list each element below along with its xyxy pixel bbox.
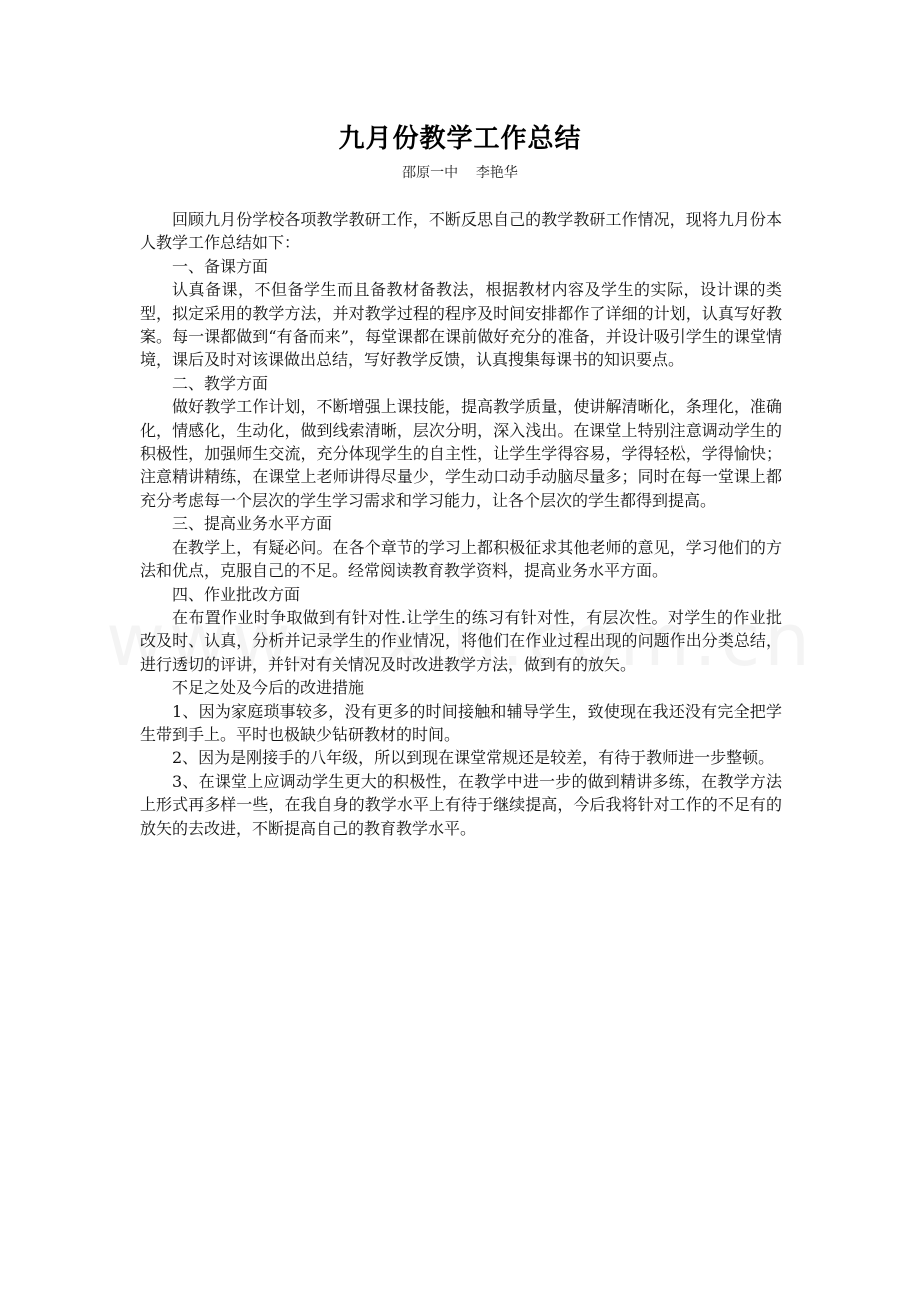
paragraph-homework: 在布置作业时争取做到有针对性.让学生的练习有针对性，有层次性。对学生的作业批改及时、认真，分析并记录学生的作业情况，将他们在作业过程出现的问题作出分类总结，进行透切的评讲，并针对有关情况及时改进教学方法，做到有的放矢。 — [140, 607, 782, 674]
section-heading-lesson-prep: 一、备课方面 — [172, 256, 269, 276]
section-heading-homework: 四、作业批改方面 — [172, 584, 301, 604]
section-heading-professional-level: 三、提高业务水平方面 — [172, 514, 333, 534]
improvement-item-2: 2、因为是刚接手的八年级，所以到现在课堂常规还是较差，有待于教师进一步整顿。 — [172, 748, 775, 768]
paragraph-teaching: 做好教学工作计划，不断增强上课技能，提高教学质量，使讲解清晰化，条理化，准确化，情感化，生动化，做到线索清晰，层次分明，深入浅出。在课堂上特别注意调动学生的积极性，加强师生交流，充分体现学生的自主性，让学生学得容易，学得轻松，学得愉快；注意精讲精练，在课堂上老师讲得尽量少，学生动口动手动脑尽量多；同时在每一堂课上都充分考虑每一个层次的学生学习需求和学习能力，让各个层次的学生都得到提高。 — [140, 397, 782, 510]
document-body — [140, 208, 782, 840]
section-heading-improvements: 不足之处及今后的改进措施 — [172, 678, 365, 698]
improvement-item-1: 1、因为家庭琐事较多，没有更多的时间接触和辅导学生，致使现在我还没有完全把学生带到手上。平时也极缺少钻研教材的时间。 — [140, 701, 782, 744]
paragraph-professional-level: 在教学上，有疑必问。在各个章节的学习上都积极征求其他老师的意见，学习他们的方法和优点，克服自己的不足。经常阅读教育教学资料，提高业务水平方面。 — [140, 537, 782, 581]
intro-paragraph: 回顾九月份学校各项教学教研工作，不断反思自己的教学教研工作情况，现将九月份本人教学工作总结如下： — [140, 210, 782, 253]
section-heading-teaching: 二、教学方面 — [172, 373, 269, 393]
document-author: 邵原一中 李艳华 — [402, 165, 518, 181]
improvement-item-3: 3、在课堂上应调动学生更大的积极性，在教学中进一步的做到精讲多练，在教学方法上形式再多样一些，在我自身的教学水平上有待于继续提高，今后我将针对工作的不足有的放矢的去改进，不断提高自己的教育教学水平。 — [140, 771, 782, 838]
document-title: 九月份教学工作总结 — [338, 124, 582, 154]
paragraph-lesson-prep: 认真备课，不但备学生而且备教材备教法，根据教材内容及学生的实际，设计课的类型，拟定采用的教学方法，并对教学过程的程序及时间安排都作了详细的计划，认真写好教案。每一课都做到“有备而来”，每堂课都在课前做好充分的准备，并设计吸引学生的课堂情境，课后及时对该课做出总结，写好教学反馈，认真搜集每课书的知识要点。 — [140, 280, 782, 370]
